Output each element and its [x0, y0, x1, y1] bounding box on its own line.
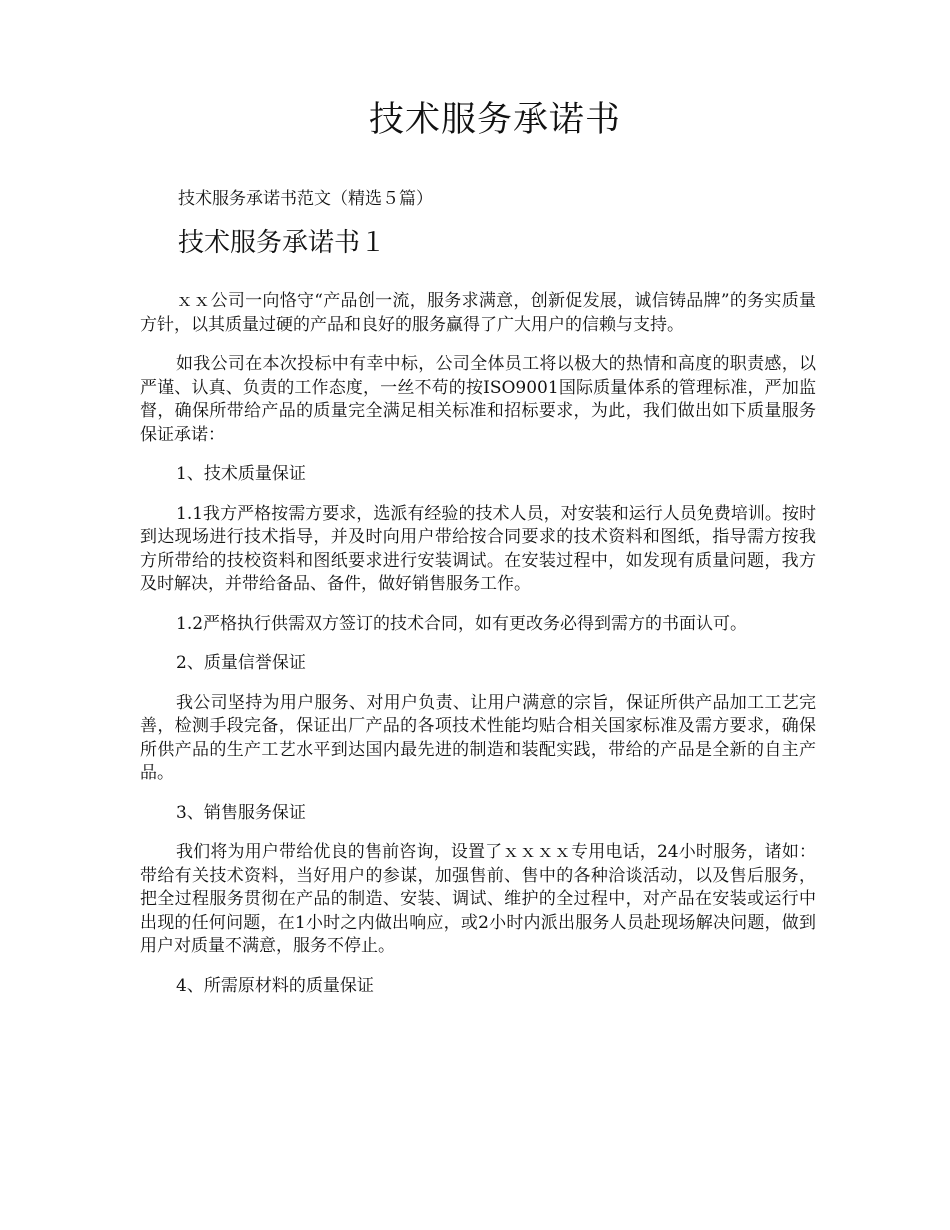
- document-body: [140, 290, 816, 1014]
- section-heading-quality-reputation: 2、质量信誉保证: [176, 653, 306, 673]
- paragraph-sales-service: 我们将为用户带给优良的售前咨询，设置了ｘｘｘｘ专用电话，24小时服务，诸如：带给有关技术资料，当好用户的参谋，加强售前、售中的各种洽谈活动，以及售后服务，把全过程服务贯彻在产品的制造、安装、调试、维护的全过程中，对产品在安装或运行中出现的任何问题，在1小时之内做出响应，或2小时内派出服务人员赴现场解决问题，做到用户对质量不满意，服务不停止。: [140, 842, 816, 956]
- paragraph-commitment: 如我公司在本次投标中有幸中标，公司全体员工将以极大的热情和高度的职责感，以严谨、认真、负责的工作态度，一丝不苟的按ISO9001国际质量体系的管理标准，严加监督，确保所带给产品的质量完全满足相关标准和招标要求，为此，我们做出如下质量服务保证承诺：: [140, 354, 816, 445]
- article-heading: 技术服务承诺书１: [178, 228, 387, 258]
- section-heading-sales-service: 3、销售服务保证: [176, 802, 306, 823]
- section-heading-raw-materials: 4、所需原材料的质量保证: [176, 975, 374, 996]
- paragraph-1-2: 1.2严格执行供需双方签订的技术合同，如有更改务必得到需方的书面认可。: [176, 613, 748, 634]
- section-heading-technical-quality: 1、技术质量保证: [176, 464, 306, 484]
- paragraph-intro: ｘｘ公司一向恪守“产品创一流，服务求满意，创新促发展，诚信铸品牌”的务实质量方针，以其质量过硬的产品和良好的服务赢得了广大用户的信赖与支持。: [140, 291, 816, 335]
- document-subtitle: 技术服务承诺书范文（精选５篇）: [178, 189, 433, 209]
- paragraph-quality-reputation: 我公司坚持为用户服务、对用户负责、让用户满意的宗旨，保证所供产品加工工艺完善，检测手段完备，保证出厂产品的各项技术性能均贴合相关国家标准及需方要求，确保所供产品的生产工艺水平到达国内最先进的制造和装配实践，带给的产品是全新的自主产品。: [140, 692, 816, 783]
- paragraph-1-1: 1.1我方严格按需方要求，选派有经验的技术人员，对安装和运行人员免费培训。按时到达现场进行技术指导，并及时向用户带给按合同要求的技术资料和图纸，指导需方按我方所带给的技校资料和图纸要求进行安装调试。在安装过程中，如发现有质量问题，我方及时解决，并带给备品、备件，做好销售服务工作。: [140, 503, 816, 594]
- document-title: 技术服务承诺书: [368, 100, 621, 140]
